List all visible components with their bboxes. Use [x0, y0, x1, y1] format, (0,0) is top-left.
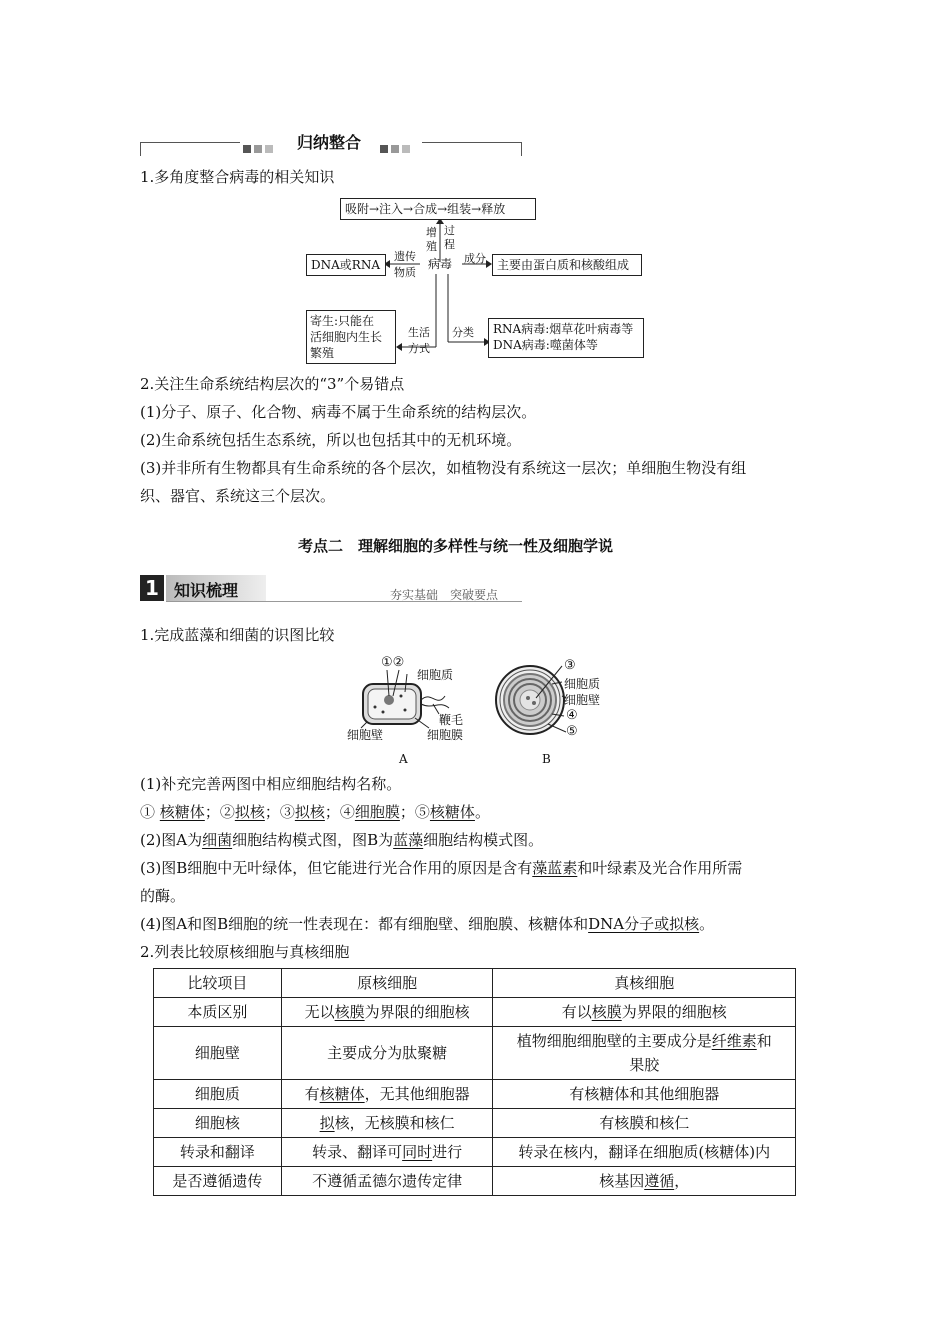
table-cell-item: 转录和翻译: [154, 1138, 282, 1167]
virus-label-zhi: 殖: [426, 240, 437, 253]
genetic-box: DNA或RNA: [306, 254, 386, 276]
class-label: 分类: [452, 326, 474, 339]
q3-pre: (3)图B细胞中无叶绿体，但它能进行光合作用的原因是含有: [140, 859, 533, 877]
levels-p1: (1)分子、原子、化合物、病毒不属于生命系统的结构层次。: [140, 403, 537, 421]
comparison-table: [153, 968, 796, 1196]
table-header: 比较项目: [154, 969, 282, 998]
fig-b-label-5: ⑤: [566, 724, 578, 739]
q2-line: [140, 829, 543, 851]
q2-pre: (2)图A为: [140, 831, 203, 849]
fig-b-label-3: ③: [564, 658, 576, 673]
fig-a-caption: A: [399, 752, 408, 766]
levels-p3b: 织、器官、系统这三个层次。: [140, 487, 336, 505]
a1-v4: 细胞膜: [354, 803, 400, 821]
compare1-heading: 1.完成蓝藻和细菌的识图比较: [140, 626, 335, 644]
table-cell: 无以核膜为界限的细胞核: [281, 998, 493, 1027]
a1-s1: ；②: [204, 803, 235, 821]
virus-label-cheng: 程: [444, 238, 455, 251]
q3-line: [140, 857, 742, 879]
virus-center: 病毒: [428, 257, 453, 271]
table-cell: 拟核，无核膜和核仁: [281, 1109, 493, 1138]
table-cell: 植物细胞细胞壁的主要成分是纤维素和 果胶: [493, 1027, 796, 1080]
cyanobacterium-drawing: [490, 652, 620, 767]
table-cell: 主要成分为肽聚糖: [281, 1027, 493, 1080]
table-cell-item: 本质区别: [154, 998, 282, 1027]
virus-label-guo: 过: [444, 224, 455, 237]
kaodian-title: 考点二 理解细胞的多样性与统一性及细胞学说: [298, 537, 614, 555]
table-row: [154, 1027, 796, 1080]
q4-v: DNA分子或拟核: [588, 915, 700, 933]
summary-header: [140, 128, 522, 158]
q3-end: 和叶绿素及光合作用所需: [577, 859, 743, 877]
q4-end: 。: [699, 915, 715, 933]
table-header: 原核细胞: [281, 969, 493, 998]
life-label-2: 方式: [408, 342, 430, 355]
table-cell: 不遵循孟德尔遗传定律: [281, 1167, 493, 1196]
table-cell: 有核糖体和其他细胞器: [493, 1080, 796, 1109]
table-cell: 有核糖体，无其他细胞器: [281, 1080, 493, 1109]
a1-v5: 核糖体: [429, 803, 475, 821]
a1-end: 。: [474, 803, 490, 821]
table-row: [154, 1109, 796, 1138]
table-cell-item: 细胞壁: [154, 1027, 282, 1080]
summary-title: 归纳整合: [297, 133, 362, 152]
life-box-line2: 活细胞内生长: [310, 330, 383, 344]
table-row: [154, 998, 796, 1027]
a1-v3: 拟核: [294, 803, 325, 821]
fig-a-label-cytoplasm: 细胞质: [417, 668, 454, 682]
levels-heading: 2.关注生命系统结构层次的“3”个易错点: [140, 375, 405, 393]
table-header: 真核细胞: [493, 969, 796, 998]
class-box-line2: DNA病毒:噬菌体等: [493, 338, 598, 352]
q2-mid: 细胞结构模式图，图B为: [232, 831, 394, 849]
fig-a-label-membrane: 细胞膜: [427, 728, 464, 742]
table-cell: 有以核膜为界限的细胞核: [493, 998, 796, 1027]
table-header-row: [154, 969, 796, 998]
life-box-line1: 寄生:只能在: [310, 314, 375, 328]
virus-heading: 1.多角度整合病毒的相关知识: [140, 168, 335, 186]
class-box-line1: RNA病毒:烟草花叶病毒等: [493, 322, 634, 336]
table-cell-item: 细胞质: [154, 1080, 282, 1109]
fig-b-label-cytoplasm: 细胞质: [564, 677, 601, 691]
figure-a: [345, 652, 475, 767]
knowledge-num: 1: [140, 575, 164, 601]
virus-diagram: [300, 192, 650, 362]
levels-p2: (2)生命系统包括生态系统，所以也包括其中的无机环境。: [140, 431, 522, 449]
knowledge-banner: [140, 575, 522, 605]
q2-v2: 蓝藻: [393, 831, 424, 849]
life-box-line3: 繁殖: [310, 346, 335, 360]
table-row: [154, 1167, 796, 1196]
table-cell-item: 细胞核: [154, 1109, 282, 1138]
fig-a-label-wall: 细胞壁: [347, 728, 384, 742]
table-cell-item: 是否遵循遗传: [154, 1167, 282, 1196]
knowledge-subtitle: 夯实基础 突破要点: [390, 588, 499, 602]
q3-line-b: 的酶。: [140, 887, 186, 905]
a1-s4: ；⑤: [399, 803, 430, 821]
fig-a-label-12: ①②: [381, 655, 405, 670]
fig-b-caption: B: [542, 752, 551, 766]
fig-b-label-wall: 细胞壁: [564, 693, 601, 707]
a1-s3: ；④: [324, 803, 355, 821]
a1-n1: ①: [140, 803, 156, 821]
a1-v2: 拟核: [234, 803, 265, 821]
table-row: [154, 1138, 796, 1167]
table-cell: 有核膜和核仁: [493, 1109, 796, 1138]
table-cell: 核基因遵循，: [493, 1167, 796, 1196]
genetic-label-1: 遗传: [394, 250, 416, 263]
q4-pre: (4)图A和图B细胞的统一性表现在：都有细胞壁、细胞膜、核糖体和: [140, 915, 589, 933]
q3-v: 藻蓝素: [532, 859, 578, 877]
figure-b: [490, 652, 620, 767]
a1-v1: 核糖体: [159, 803, 205, 821]
table-cell: 转录、翻译可同时进行: [281, 1138, 493, 1167]
virus-label-zeng: 增: [426, 226, 437, 239]
virus-process-box: 吸附→注入→合成→组装→释放: [340, 198, 536, 220]
a1-line: [140, 801, 490, 823]
q2-end: 细胞结构模式图。: [423, 831, 544, 849]
q4-line: [140, 913, 714, 935]
table-cell: 转录在核内，翻译在细胞质(核糖体)内: [493, 1138, 796, 1167]
fig-b-label-4: ④: [566, 708, 578, 723]
composition-label: 成分: [464, 252, 486, 265]
life-box: [306, 310, 396, 364]
table-row: [154, 1080, 796, 1109]
q1: (1)补充完善两图中相应细胞结构名称。: [140, 775, 402, 793]
bacterium-drawing: [345, 652, 475, 767]
life-label-1: 生活: [408, 326, 430, 339]
knowledge-title: 知识梳理: [174, 581, 239, 600]
genetic-label-2: 物质: [394, 266, 416, 279]
fig-a-label-flagellum: 鞭毛: [439, 713, 464, 727]
levels-p3a: (3)并非所有生物都具有生命系统的各个层次，如植物没有系统这一层次；单细胞生物没有组: [140, 459, 747, 477]
class-box: [488, 318, 644, 358]
a1-s2: ；③: [264, 803, 295, 821]
compare2-heading: 2.列表比较原核细胞与真核细胞: [140, 943, 350, 961]
composition-box: 主要由蛋白质和核酸组成: [492, 254, 642, 276]
q2-v1: 细菌: [202, 831, 233, 849]
